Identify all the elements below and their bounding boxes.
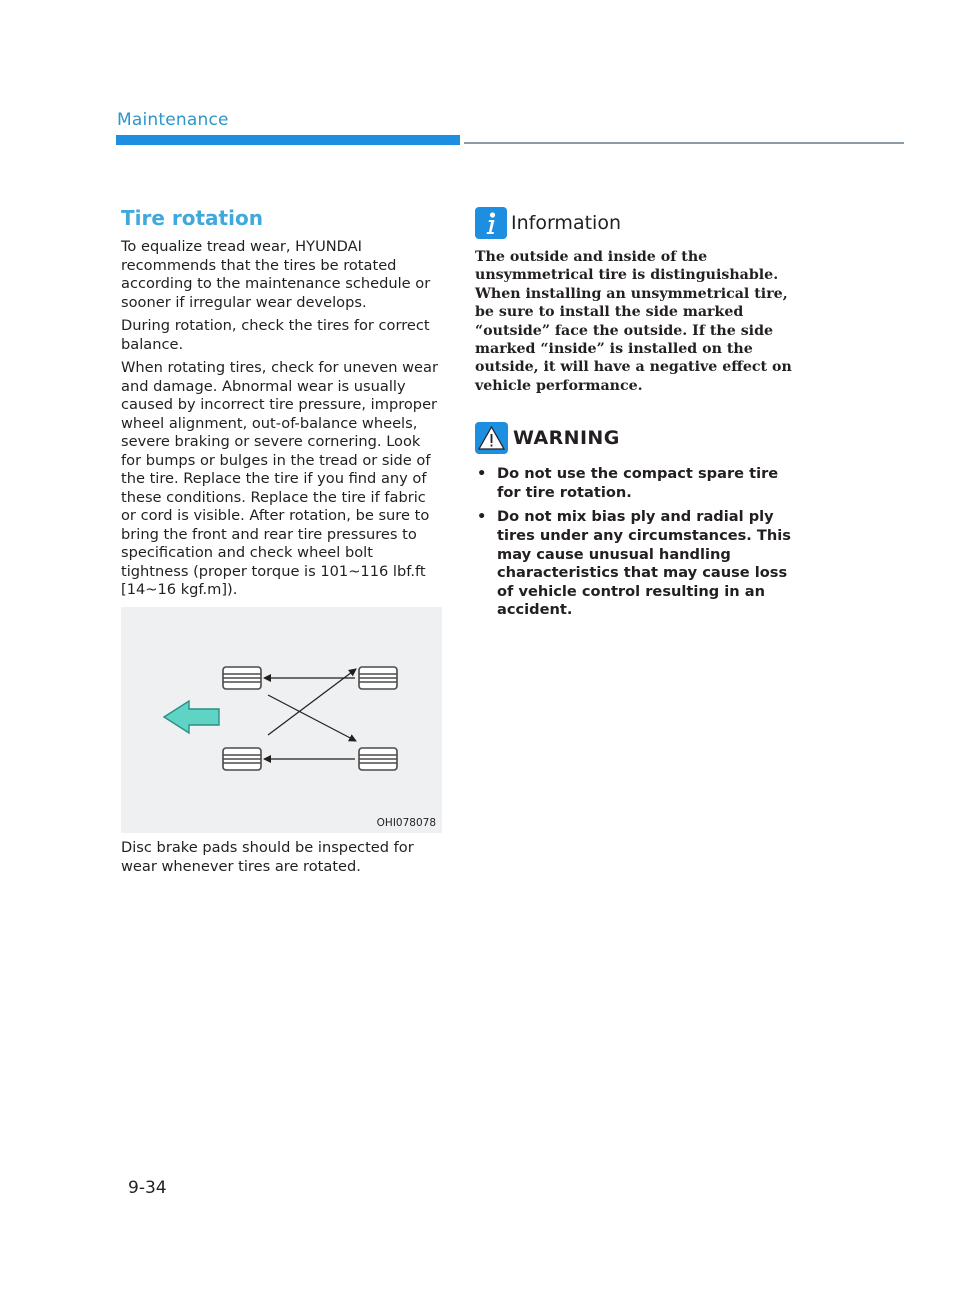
header-rule-accent bbox=[116, 135, 460, 145]
warning-triangle-icon bbox=[475, 422, 508, 454]
paragraph: Disc brake pads should be inspected for wear whenever tires are rotated. bbox=[121, 839, 414, 875]
paragraph: During rotation, check the tires for correct balance. bbox=[121, 317, 430, 353]
info-icon bbox=[475, 207, 507, 239]
warning-item-text: Do not mix bias ply and radial ply tires under any circumstances. This may cause unusual handling characteristics that may cause loss of vehicle control resulting in an accident. bbox=[497, 508, 791, 619]
information-header bbox=[475, 206, 800, 240]
warning-list bbox=[475, 465, 800, 620]
page-number: 9-34 bbox=[128, 1178, 167, 1198]
warning-header bbox=[475, 421, 800, 455]
section-header: Maintenance bbox=[117, 110, 229, 130]
paragraph: To equalize tread wear, HYUNDAI recommends that the tires be rotated according to the maintenance schedule or sooner if irregular wear develops. bbox=[121, 238, 431, 311]
warning-item-text: Do not use the compact spare tire for tire rotation. bbox=[497, 465, 779, 501]
front-left-tire-icon bbox=[223, 667, 261, 689]
warning-item bbox=[475, 465, 800, 502]
figure-code: OHI078078 bbox=[376, 817, 436, 829]
bullet: • bbox=[477, 465, 487, 483]
notes-column bbox=[475, 206, 800, 626]
warning-item bbox=[475, 508, 800, 620]
header-rule bbox=[464, 142, 904, 144]
rear-right-tire-icon bbox=[359, 748, 397, 770]
tire-rotation-section bbox=[121, 206, 443, 605]
vehicle-direction-arrow-icon bbox=[164, 701, 219, 733]
warning-title: WARNING bbox=[513, 427, 620, 450]
paragraph: When rotating tires, check for uneven wear and damage. Abnormal wear is usually caused by incorrect tire pressure, improper wheel alignment, out-of-balance wheels, severe braking or severe cornering. Look for bumps or bulges in the tread or side of the tire. Replace the tire if you find any of these conditions. Replace the tire if fabric or cord is visible. After rotation, be sure to bring the front and rear tire pressures to specification and check wheel bolt tightness (proper torque is 101~116 lbf.ft [14~16 kgf.m]). bbox=[121, 359, 438, 598]
information-body: The outside and inside of the unsymmetrical tire is distinguishable. When installing an unsymmetrical tire, be sure to install the side marked “outside” face the outside. If the side marked “inside” is installed on the outside, it will have a negative effect on vehicle performance. bbox=[475, 249, 792, 394]
information-title: Information bbox=[511, 212, 621, 234]
bullet: • bbox=[477, 508, 487, 526]
section-title: Tire rotation bbox=[121, 206, 263, 230]
brake-pad-note bbox=[121, 839, 443, 881]
tire-rotation-diagram bbox=[121, 607, 442, 833]
rotation-diagram-svg bbox=[121, 607, 442, 833]
rear-left-tire-icon bbox=[359, 667, 397, 689]
front-right-tire-icon bbox=[223, 748, 261, 770]
